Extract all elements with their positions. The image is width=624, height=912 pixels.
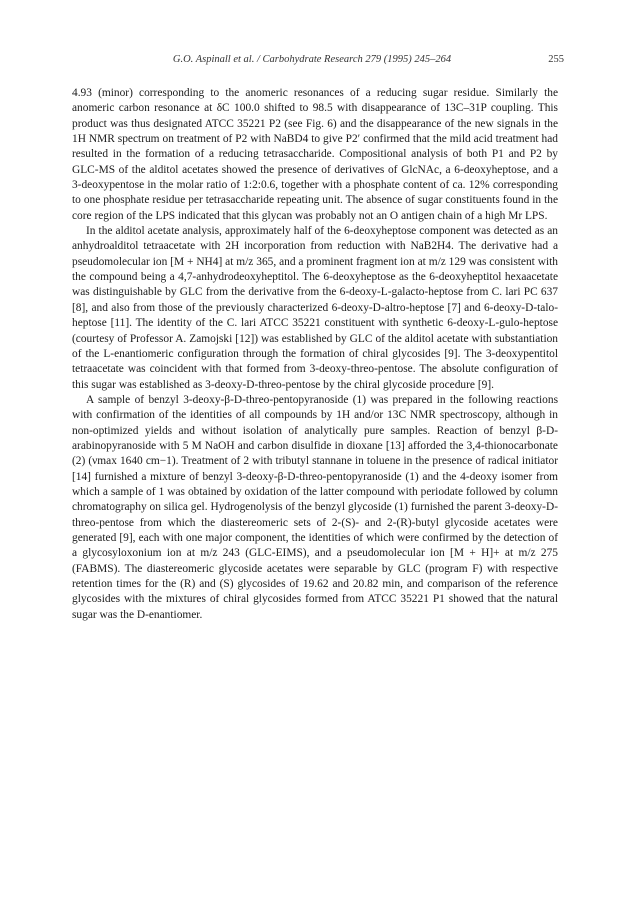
page-number: 255 [548, 54, 564, 65]
body-text [72, 86, 558, 623]
paragraph-3: A sample of benzyl 3-deoxy-β-D-threo-pentopyranoside (1) was prepared in the following reactions with confirmation of the identities of all compounds by 1H and/or 13C NMR spectroscopy, although in non-optimized yields and without isolation of analytically pure samples. Reaction of benzyl β-D-arabinopyranoside with 5 M NaOH and carbon disulfide in dioxane [13] afforded the 3,4-thionocarbonate (2) (νmax 1640 cm−1). Treatment of 2 with tributyl stannane in toluene in the presence of radical initiator [14] furnished a mixture of benzyl 3-deoxy-β-D-threo-pentopyranoside (1) and the 4-deoxy isomer from which a sample of 1 was obtained by oxidation of the latter compound with periodate followed by column chromatography on silica gel. Hydrogenolysis of the benzyl glycoside (1) furnished the parent 3-deoxy-D-threo-pentose from which the diastereomeric sets of 2-(S)- and 2-(R)-butyl glycoside acetates were generated [9], each with one major component, the identities of which were confirmed by the detection of a glycosyloxonium ion at m/z 243 (GLC-EIMS), and a pseudomolecular ion [M + H]+ at m/z 275 (FABMS). The diastereomeric glycoside acetates were separable by GLC (program F) with respective retention times for the (R) and (S) glycosides of 19.62 and 20.82 min, and comparison of the reference glycosides with the mixtures of chiral glycosides formed from ATCC 35221 P1 showed that the natural sugar was the D-enantiomer. [72, 393, 558, 621]
paragraph-2: In the alditol acetate analysis, approximately half of the 6-deoxyheptose component was detected as an anhydroalditol tetraacetate with 2H incorporation from reduction with NaB2H4. The derivative had a pseudomolecular ion [M + NH4] at m/z 365, and a prominent fragment ion at m/z 129 was consistent with the compound being a 4,7-anhydrodeoxyheptitol. The 6-deoxyheptose as the 6-deoxyheptitol hexaacetate was distinguishable by GLC from the derivative from the 6-deoxy-L-galacto-heptose from C. lari PC 637 [8], and also from those of the previously characterized 6-deoxy-D-altro-heptose [7] and 6-deoxy-D-talo-heptose [11]. The identity of the C. lari ATCC 35221 constituent with synthetic 6-deoxy-L-gulo-heptose (courtesy of Professor A. Zamojski [12]) was established by GLC of the alditol acetate with substantiation of the L-enantiomeric configuration through the formation of chiral glycosides [9]. The 3-deoxypentitol tetraacetate was coincident with that formed from 3-deoxy-threo-pentose. The absolute configuration of this sugar was established as 3-deoxy-D-threo-pentose by the chiral glycoside procedure [9]. [72, 225, 558, 391]
paragraph-1: 4.93 (minor) corresponding to the anomeric resonances of a reducing sugar residue. Similarly the anomeric carbon resonance at δC 100.0 shifted to 98.5 with disappearance of 13C–31P coupling. This product was thus designated ATCC 35221 P2 (see Fig. 6) and the disappearance of the new signals in the 1H NMR spectrum on treatment of P2 with NaBD4 to give P2′ confirmed that the mild acid treatment had resulted in the formation of a reducing tetrasaccharide. Compositional analysis of both P1 and P2 by GLC-MS of the alditol acetates showed the presence of derivatives of GlcNAc, a 6-deoxyheptose, and a 3-deoxypentose in the molar ratio of 1:2:0.6, together with a phosphate content of ca. 12% corresponding to one phosphate residue per tetrasaccharide repeating unit. The absence of sugar constituents found in the core region of the LPS indicated that this glycan was probably not an O antigen chain of a high Mr LPS. [72, 87, 558, 222]
running-head: G.O. Aspinall et al. / Carbohydrate Research 279 (1995) 245–264 [172, 54, 452, 65]
